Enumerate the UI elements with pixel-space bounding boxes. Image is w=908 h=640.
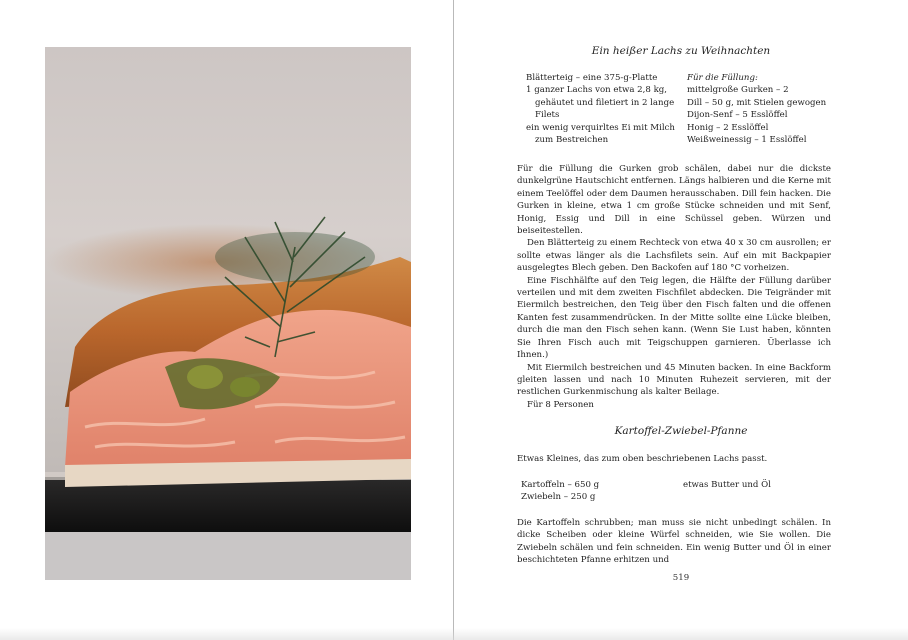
ingredient-line: 1 ganzer Lachs von etwa 2,8 kg, <box>526 85 668 96</box>
method-paragraph: Für die Füllung die Gurken grob schälen, dabei nur die dickste dunkelgrüne Hautschicht entfernen. Längs halbieren und die Kerne mit einem Teelöffel oder dem Daumen herausschaben. Dill fein hacken. Die Gurken in kleine, etwa 1 cm große Stücke schneiden und mit Senf, Honig, Essig und Dill in eine Schüssel geben. Würzen und beiseitestellen. <box>517 164 831 237</box>
recipe-title-2: Kartoffel-Zwiebel-Pfanne <box>614 425 748 437</box>
ingredient-line: Dijon-Senf – 5 Esslöffel <box>687 110 788 121</box>
salmon-pastry-illustration <box>45 47 411 580</box>
recipe-title: Ein heißer Lachs zu Weihnachten <box>591 45 771 57</box>
ingredient-line: etwas Butter und Öl <box>683 480 771 490</box>
ingredient-line: mittelgroße Gurken – 2 <box>687 85 789 96</box>
page-number: 519 <box>672 573 690 583</box>
filling-heading: Für die Füllung: <box>687 73 758 83</box>
ingredients-list-filling <box>687 72 826 146</box>
salmon-pastry-photo <box>45 47 411 580</box>
ingredient-line: ein wenig verquirltes Ei mit Milch <box>526 122 675 133</box>
method-paragraph: Mit Eiermilch bestreichen und 45 Minuten backen. In eine Backform gleiten lassen und nach 10 Minuten Ruhezeit servieren, mit der restlichen Gurkenmischung als kalter Beilage. <box>517 362 831 398</box>
servings: Für 8 Personen <box>527 399 594 410</box>
recipe-intro <box>517 453 831 465</box>
ingredient-line: Zwiebeln – 250 g <box>521 492 596 503</box>
ingredient-line: zum Bestreichen <box>535 135 609 146</box>
recipe-method-2 <box>517 517 831 567</box>
ingredient-line: Honig – 2 Esslöffel <box>687 122 769 133</box>
ingredients-list-main <box>526 72 675 146</box>
page-edge-shadow <box>0 628 908 640</box>
ingredient-line: Weißweinessig – 1 Esslöffel <box>687 135 807 146</box>
ingredient-line: Blätterteig – eine 375-g-Platte <box>526 73 658 83</box>
ingredients-list-potato-right <box>683 479 771 491</box>
method-paragraph: Den Blätterteig zu einem Rechteck von etwa 40 x 30 cm ausrollen; er sollte etwas länger als die Lachsfilets sein. Auf ein mit Backpapier ausgelegtes Blech geben. Den Backofen auf 180 °C vorheizen. <box>517 238 831 274</box>
recipe-method <box>517 163 831 411</box>
method-paragraph: Die Kartoffeln schrubben; man muss sie nicht unbedingt schälen. In dicke Scheiben oder kleine Würfel schneiden, wie Sie wollen. Die Zwiebeln schälen und fein schneiden. Ein wenig Butter und Öl in einer beschichteten Pfanne erhitzen und <box>517 518 831 566</box>
ingredients-list-potato <box>512 479 599 504</box>
right-page <box>454 0 908 640</box>
ingredient-line: gehäutet und filetiert in 2 lange <box>535 97 675 108</box>
ingredient-line: Dill – 50 g, mit Stielen gewogen <box>687 97 827 108</box>
method-paragraph: Eine Fischhälfte auf den Teig legen, die Hälfte der Füllung darüber verteilen und mit dem zweiten Fischfilet abdecken. Die Teigränder mit Eiermilch bestreichen, den Teig über den Fisch falten und die offenen Kanten fest zusammendrücken. In der Mitte sollte eine Lücke bleiben, durch die man den Fisch sehen kann. (Wenn Sie Lust haben, könnten Sie Ihren Fisch auch mit Teigschuppen garnieren. Überlasse ich Ihnen.) <box>517 275 831 361</box>
ingredient-line: Filets <box>535 110 560 121</box>
intro-text: Etwas Kleines, das zum oben beschriebenen Lachs passt. <box>517 454 768 464</box>
ingredient-line: Kartoffeln – 650 g <box>521 480 600 490</box>
